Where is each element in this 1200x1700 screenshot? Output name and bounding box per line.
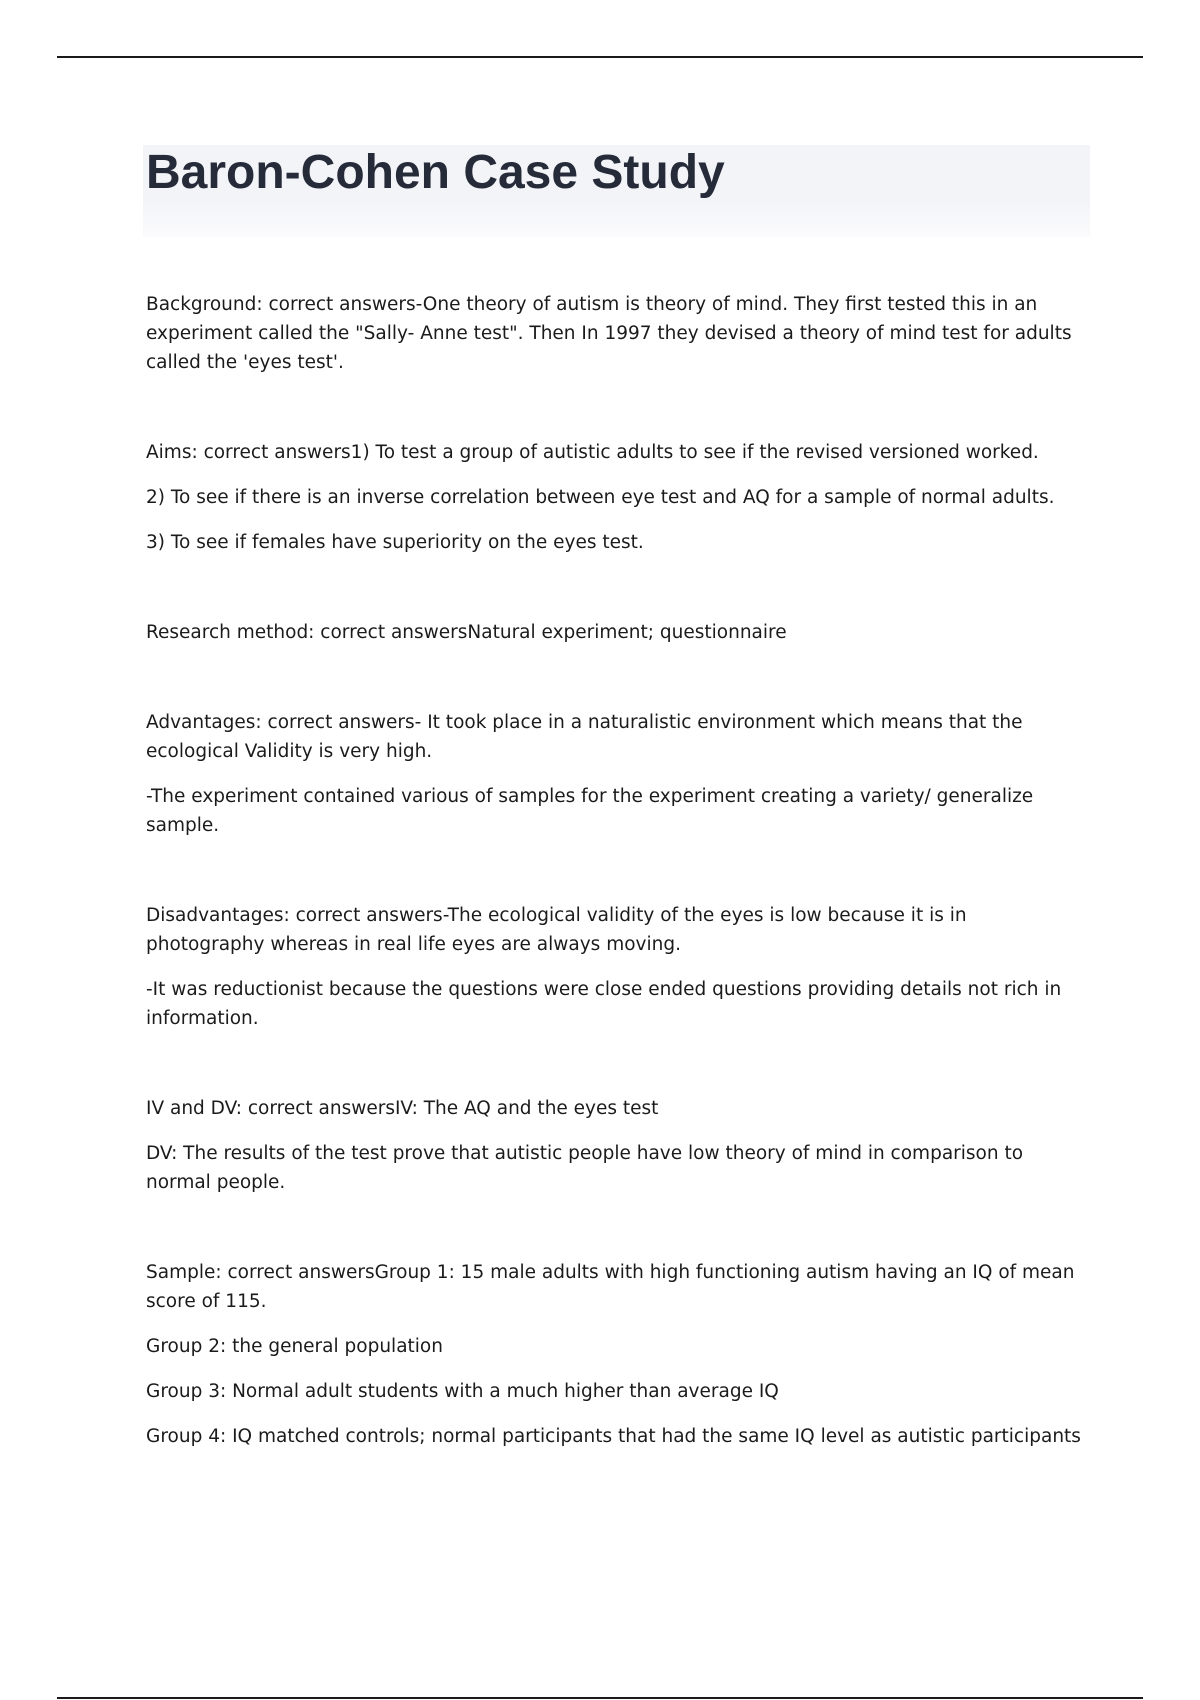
section-iv-dv <box>146 1094 1086 1197</box>
section-research-method <box>146 618 1086 647</box>
aims-paragraph-2: 2) To see if there is an inverse correlation between eye test and AQ for a sample of normal adults. <box>146 487 1055 508</box>
sample-paragraph-1: Sample: correct answersGroup 1: 15 male adults with high functioning autism having an IQ of mean score of 115. <box>146 1262 1075 1312</box>
section-aims <box>146 438 1086 557</box>
sample-paragraph-4: Group 4: IQ matched controls; normal participants that had the same IQ level as autistic participants <box>146 1426 1081 1447</box>
research-method-paragraph: Research method: correct answersNatural experiment; questionnaire <box>146 622 787 643</box>
section-advantages <box>146 708 1086 840</box>
section-sample <box>146 1258 1086 1451</box>
document-title: Baron-Cohen Case Study <box>146 146 725 199</box>
aims-paragraph-3: 3) To see if females have superiority on the eyes test. <box>146 532 644 553</box>
advantages-paragraph-2: -The experiment contained various of samples for the experiment creating a variety/ generalize sample. <box>146 786 1034 836</box>
disadvantages-paragraph-1: Disadvantages: correct answers-The ecological validity of the eyes is low because it is in photography whereas in real life eyes are always moving. <box>146 905 967 955</box>
section-disadvantages <box>146 901 1086 1033</box>
sample-paragraph-3: Group 3: Normal adult students with a much higher than average IQ <box>146 1381 779 1402</box>
disadvantages-paragraph-2: -It was reductionist because the questions were close ended questions providing details not rich in information. <box>146 979 1062 1029</box>
background-paragraph: Background: correct answers-One theory of autism is theory of mind. They first tested this in an experiment called the "Sally- Anne test". Then In 1997 they devised a theory of mind test for adults called the 'eyes test'. <box>146 294 1072 373</box>
iv-dv-paragraph-1: IV and DV: correct answersIV: The AQ and the eyes test <box>146 1098 659 1119</box>
aims-paragraph-1: Aims: correct answers1) To test a group of autistic adults to see if the revised versioned worked. <box>146 442 1039 463</box>
top-rule <box>57 56 1143 58</box>
sample-paragraph-2: Group 2: the general population <box>146 1336 443 1357</box>
advantages-paragraph-1: Advantages: correct answers- It took place in a naturalistic environment which means that the ecological Validity is very high. <box>146 712 1023 762</box>
bottom-rule <box>57 1697 1143 1699</box>
section-background <box>146 290 1086 377</box>
iv-dv-paragraph-2: DV: The results of the test prove that autistic people have low theory of mind in comparison to normal people. <box>146 1143 1024 1193</box>
document-body <box>146 290 1086 1512</box>
